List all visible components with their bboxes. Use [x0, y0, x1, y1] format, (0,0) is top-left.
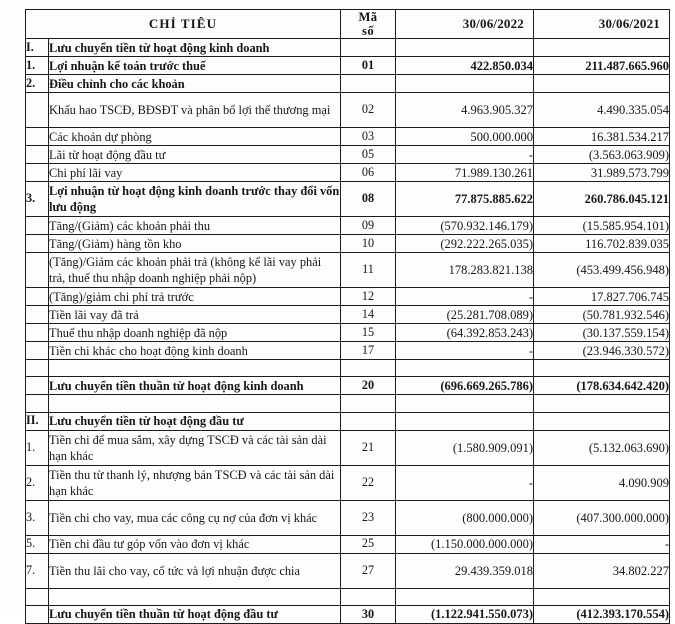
row-value-2022: 29.439.359.018 [396, 553, 534, 588]
table-spacer-row [26, 588, 670, 605]
table-row [26, 306, 670, 324]
row-label: Tiền chi khác cho hoạt động kinh doanh [49, 342, 341, 360]
row-index: 5. [26, 535, 49, 553]
row-code [341, 39, 396, 57]
row-label: Lợi nhuận kế toán trước thuế [49, 57, 341, 75]
row-value-2021: (50.781.932.546) [534, 306, 670, 324]
row-code: 21 [341, 430, 396, 465]
row-label: Điều chỉnh cho các khoản [49, 75, 341, 93]
row-code: 17 [341, 342, 396, 360]
row-value-2022: (1.150.000.000.000) [396, 535, 534, 553]
table-row [26, 164, 670, 182]
row-value-2021 [534, 75, 670, 93]
table-row [26, 553, 670, 588]
row-index [26, 342, 49, 360]
table-header [26, 10, 670, 39]
row-value-2022: - [396, 342, 534, 360]
row-label: Chi phí lãi vay [49, 164, 341, 182]
row-value-2022: 500.000.000 [396, 128, 534, 146]
row-value-2021 [534, 39, 670, 57]
row-code: 02 [341, 93, 396, 128]
row-code: 09 [341, 217, 396, 235]
row-value-2022: (1.122.941.550.073) [396, 605, 534, 623]
row-value-2021: (23.946.330.572) [534, 342, 670, 360]
row-code [341, 412, 396, 430]
row-code: 05 [341, 146, 396, 164]
row-label: Tăng/(Giảm) hàng tồn kho [49, 235, 341, 253]
row-index [26, 164, 49, 182]
table-row [26, 217, 670, 235]
table-row [26, 465, 670, 500]
row-index [26, 324, 49, 342]
row-code: 25 [341, 535, 396, 553]
row-index: 1. [26, 430, 49, 465]
row-label: Lợi nhuận từ hoạt động kinh doanh trước thay đổi vốn lưu động [49, 182, 341, 217]
row-code: 27 [341, 553, 396, 588]
row-value-2021: (407.300.000.000) [534, 500, 670, 535]
row-value-2021: (453.499.456.948) [534, 253, 670, 288]
row-code: 11 [341, 253, 396, 288]
row-code [341, 75, 396, 93]
table-spacer-row [26, 360, 670, 377]
row-value-2022: - [396, 288, 534, 306]
row-label: Lưu chuyển tiền từ hoạt động kinh doanh [49, 39, 341, 57]
row-code: 30 [341, 605, 396, 623]
row-value-2022: (696.669.265.786) [396, 377, 534, 395]
row-label: Tiền thu từ thanh lý, nhượng bán TSCĐ và các tài sản dài hạn khác [49, 465, 341, 500]
row-index: 2. [26, 75, 49, 93]
row-value-2022: 178.283.821.138 [396, 253, 534, 288]
row-value-2021: (30.137.559.154) [534, 324, 670, 342]
row-label: Lưu chuyển tiền từ hoạt động đầu tư [49, 412, 341, 430]
row-index [26, 306, 49, 324]
row-value-2022: (570.932.146.179) [396, 217, 534, 235]
row-code: 20 [341, 377, 396, 395]
row-value-2022: (1.580.909.091) [396, 430, 534, 465]
row-index [26, 235, 49, 253]
row-index [26, 146, 49, 164]
header-year-2022: 30/06/2022 [396, 10, 534, 39]
table-row [26, 324, 670, 342]
row-value-2021: 4.090.909 [534, 465, 670, 500]
table-row [26, 500, 670, 535]
table-row [26, 535, 670, 553]
row-value-2021: 31.989.573.799 [534, 164, 670, 182]
row-label: (Tăng)/Giảm các khoản phải trả (không kể lãi vay phải trả, thuế thu nhập doanh nghiệp phải nộp) [49, 253, 341, 288]
table-row [26, 342, 670, 360]
table-row [26, 605, 670, 623]
table-row [26, 75, 670, 93]
table-spacer-row [26, 395, 670, 412]
row-label: Tiền chi đầu tư góp vốn vào đơn vị khác [49, 535, 341, 553]
table-row [26, 146, 670, 164]
row-value-2022: (25.281.708.089) [396, 306, 534, 324]
row-index [26, 377, 49, 395]
row-value-2022: - [396, 146, 534, 164]
cash-flow-table [25, 9, 670, 624]
table-row [26, 93, 670, 128]
row-index [26, 217, 49, 235]
row-value-2022: (64.392.853.243) [396, 324, 534, 342]
row-code: 08 [341, 182, 396, 217]
row-value-2022: - [396, 465, 534, 500]
header-row [26, 10, 670, 39]
row-index [26, 93, 49, 128]
row-label: Tiền thu lãi cho vay, cổ tức và lợi nhuận được chia [49, 553, 341, 588]
row-code: 03 [341, 128, 396, 146]
row-index: 7. [26, 553, 49, 588]
row-code: 15 [341, 324, 396, 342]
table-row [26, 430, 670, 465]
header-code [341, 10, 396, 39]
row-value-2022 [396, 412, 534, 430]
row-value-2022: 77.875.885.622 [396, 182, 534, 217]
table-row [26, 377, 670, 395]
row-label: Lưu chuyển tiền thuần từ hoạt động đầu tư [49, 605, 341, 623]
row-value-2022: 71.989.130.261 [396, 164, 534, 182]
row-value-2022 [396, 39, 534, 57]
header-indicator: CHỈ TIÊU [26, 10, 341, 39]
row-code: 06 [341, 164, 396, 182]
row-value-2022: (292.222.265.035) [396, 235, 534, 253]
table-row [26, 182, 670, 217]
row-value-2021: - [534, 535, 670, 553]
row-code: 23 [341, 500, 396, 535]
row-value-2021: (178.634.642.420) [534, 377, 670, 395]
row-value-2021: 17.827.706.745 [534, 288, 670, 306]
row-code: 10 [341, 235, 396, 253]
row-index: I. [26, 39, 49, 57]
header-year-2021: 30/06/2021 [534, 10, 670, 39]
row-code: 12 [341, 288, 396, 306]
row-value-2021: 116.702.839.035 [534, 235, 670, 253]
row-value-2021: (5.132.063.690) [534, 430, 670, 465]
row-code: 14 [341, 306, 396, 324]
row-index: II. [26, 412, 49, 430]
table-row [26, 57, 670, 75]
row-label: Tiền lãi vay đã trả [49, 306, 341, 324]
row-label: Thuế thu nhập doanh nghiệp đã nộp [49, 324, 341, 342]
row-index: 2. [26, 465, 49, 500]
table-row [26, 128, 670, 146]
row-index [26, 605, 49, 623]
row-code: 01 [341, 57, 396, 75]
row-label: (Tăng)/giảm chi phí trả trước [49, 288, 341, 306]
row-label: Các khoản dự phòng [49, 128, 341, 146]
row-label: Tiền chi để mua sắm, xây dựng TSCĐ và các tài sản dài hạn khác [49, 430, 341, 465]
row-value-2022: (800.000.000) [396, 500, 534, 535]
row-value-2022 [396, 75, 534, 93]
row-label: Lưu chuyển tiền thuần từ hoạt động kinh doanh [49, 377, 341, 395]
row-code: 22 [341, 465, 396, 500]
row-label: Khấu hao TSCĐ, BĐSĐT và phân bổ lợi thế thương mại [49, 93, 341, 128]
row-index: 3. [26, 500, 49, 535]
row-value-2021 [534, 412, 670, 430]
table-row [26, 253, 670, 288]
row-value-2021: (412.393.170.554) [534, 605, 670, 623]
table-row [26, 412, 670, 430]
row-value-2021: 34.802.227 [534, 553, 670, 588]
row-value-2021: (15.585.954.101) [534, 217, 670, 235]
row-label: Lãi từ hoạt động đầu tư [49, 146, 341, 164]
row-label: Tiền chi cho vay, mua các công cụ nợ của đơn vị khác [49, 500, 341, 535]
row-index: 1. [26, 57, 49, 75]
row-index [26, 128, 49, 146]
row-index [26, 288, 49, 306]
row-label: Tăng/(Giảm) các khoản phải thu [49, 217, 341, 235]
table-body [26, 39, 670, 624]
table-row [26, 288, 670, 306]
table-row [26, 39, 670, 57]
row-value-2021: 16.381.534.217 [534, 128, 670, 146]
row-value-2021: 4.490.335.054 [534, 93, 670, 128]
table-row [26, 235, 670, 253]
header-code-line2: số [362, 24, 375, 39]
header-code-line1: Mã [358, 10, 378, 24]
row-value-2021: 260.786.045.121 [534, 182, 670, 217]
row-value-2022: 422.850.034 [396, 57, 534, 75]
row-value-2021: 211.487.665.960 [534, 57, 670, 75]
row-index: 3. [26, 182, 49, 217]
row-value-2022: 4.963.905.327 [396, 93, 534, 128]
row-index [26, 253, 49, 288]
row-value-2021: (3.563.063.909) [534, 146, 670, 164]
